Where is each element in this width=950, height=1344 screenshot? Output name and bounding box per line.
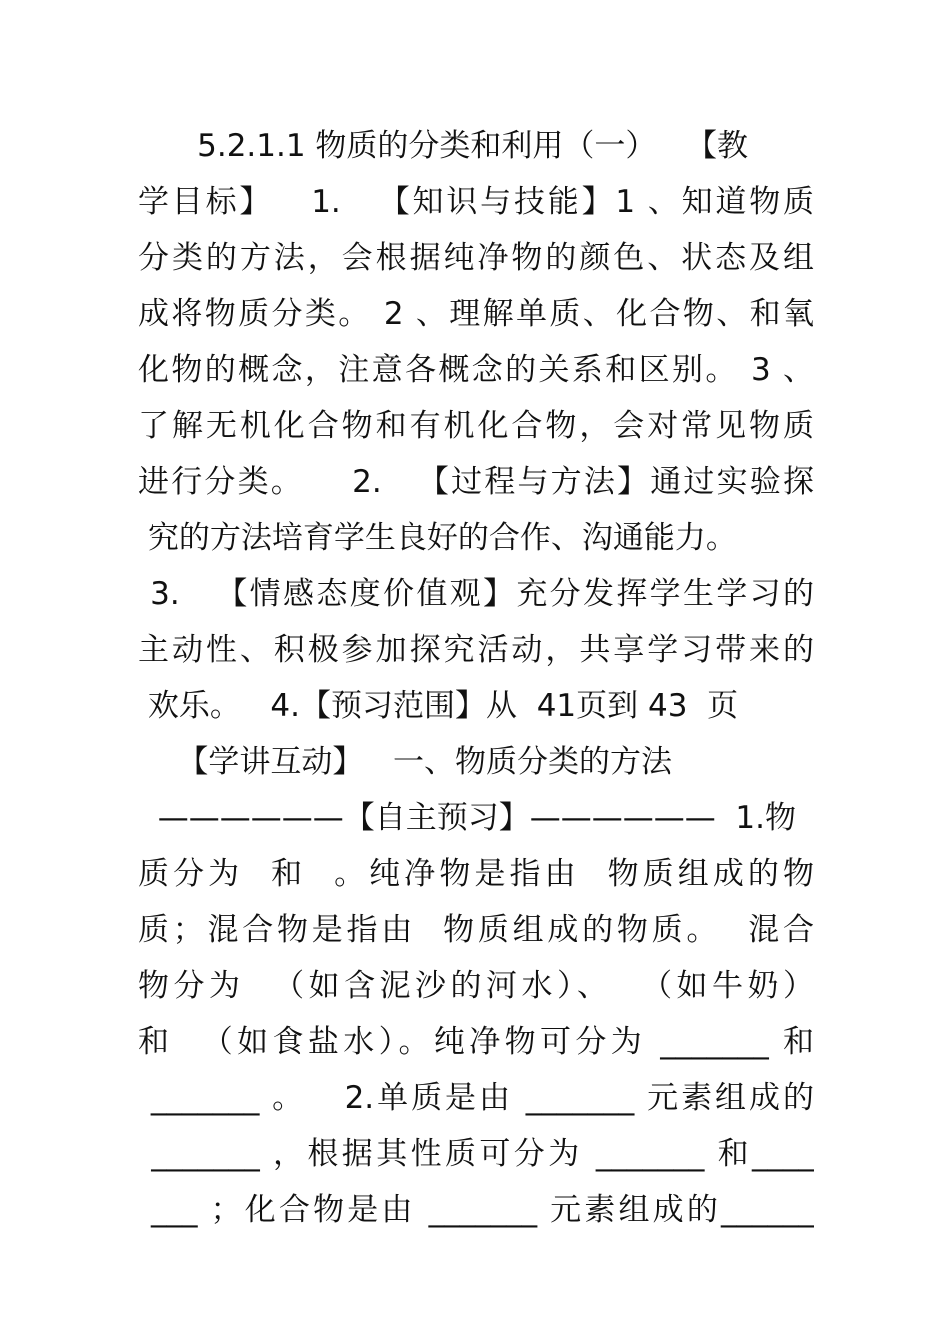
- text-line: 和 （如食盐水）。纯净物可分为 _______ 和: [138, 1024, 814, 1060]
- text-line: ___ ；化合物是由 _______ 元素组成的______: [138, 1192, 814, 1228]
- text-line: 进行分类。 2. 【过程与方法】通过实验探: [138, 464, 814, 500]
- text-line: 主动性、积极参加探究活动，共享学习带来的: [138, 632, 814, 668]
- text-line: 了解无机化合物和有机化合物，会对常见物质: [138, 408, 814, 444]
- text-line: 欢乐。 4.【预习范围】从 41页到 43 页: [138, 688, 739, 724]
- text-line: 分类的方法，会根据纯净物的颜色、状态及组: [138, 240, 814, 276]
- text-line: 物分为 （如含泥沙的河水）、 （如牛奶）: [138, 968, 814, 1004]
- text-line: _______ ，根据其性质可分为 _______ 和____: [138, 1136, 814, 1172]
- text-line: 质；混合物是指由 物质组成的物质。 混合: [138, 912, 814, 948]
- text-line: 究的方法培育学生良好的合作、沟通能力。: [138, 520, 737, 556]
- section-heading: 【学讲互动】 一、物质分类的方法: [138, 744, 672, 780]
- text-line: 成将物质分类。 2 、理解单质、化合物、和氧: [138, 296, 814, 332]
- text-line: ——————【自主预习】—————— 1.物: [138, 800, 796, 836]
- text-line: 学目标】 1. 【知识与技能】1 、知道物质: [138, 184, 814, 220]
- text-line: 3. 【情感态度价值观】充分发挥学生学习的: [138, 576, 814, 612]
- text-line: 质分为 和 。纯净物是指由 物质组成的物: [138, 856, 814, 892]
- text-line: _______ 。 2.单质是由 _______ 元素组成的: [138, 1080, 814, 1116]
- text-line: 化物的概念，注意各概念的关系和区别。 3 、: [138, 352, 814, 388]
- text-line: 5.2.1.1 物质的分类和利用（一） 【教: [138, 128, 748, 164]
